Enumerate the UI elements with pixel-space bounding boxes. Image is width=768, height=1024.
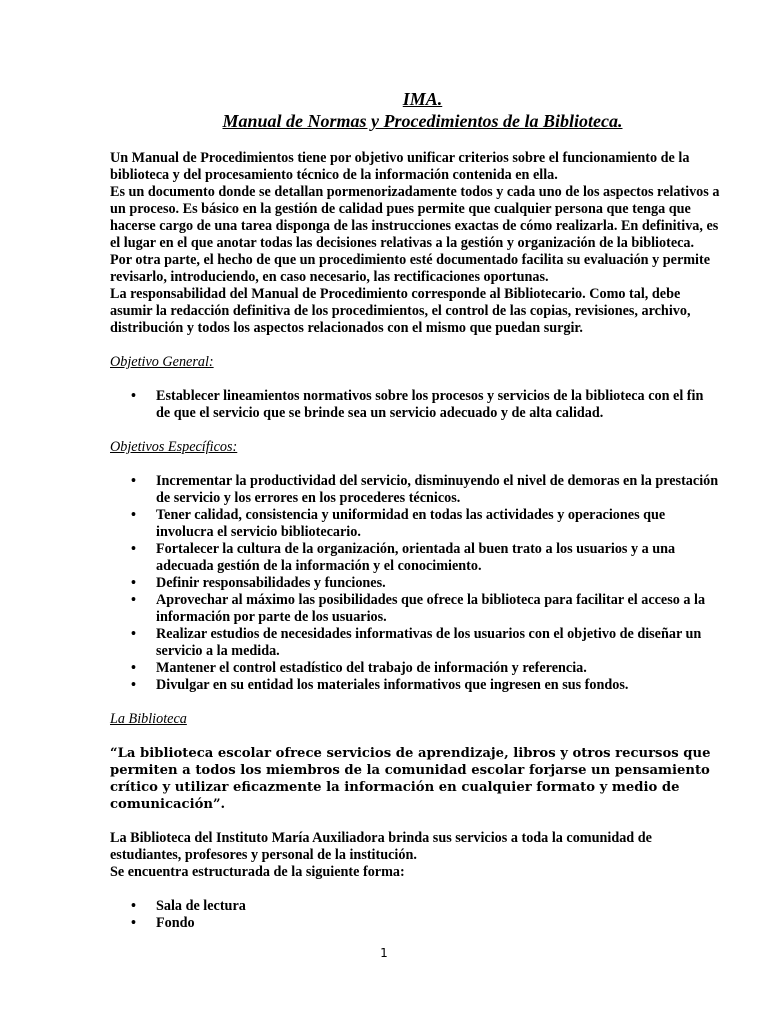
intro-paragraph-2: Es un documento donde se detallan pormenorizadamente todos y cada uno de los aspectos relativos a un proceso. Es básico en la gestión de calidad pues permite que cualquier persona que tenga que hacerse cargo de una tarea disponga de las instrucciones exactas de cómo realizarla. En definitiva, es el lugar en el que anotar todas las decisiones relativas a la gestión y organización de la biblioteca. (110, 184, 720, 251)
list-item: • Definir responsabilidades y funciones. (110, 575, 720, 592)
list-item: • Sala de lectura (110, 898, 720, 915)
list-item: • Fondo (110, 915, 720, 932)
title-line-2: Manual de Normas y Procedimientos de la Biblioteca. (222, 111, 623, 131)
objetivos-especificos-heading: Objetivos Específicos: (110, 439, 238, 455)
objetivo-general-list (110, 388, 720, 422)
biblioteca-heading: La Biblioteca (110, 711, 187, 727)
biblioteca-paragraph-2: Se encuentra estructurada de la siguiente forma: (110, 864, 405, 880)
document-title (110, 88, 720, 132)
biblioteca-paragraph-1: La Biblioteca del Instituto María Auxiliadora brinda sus servicios a toda la comunidad de estudiantes, profesores y personal de la institución. (110, 830, 652, 863)
list-item: • Fortalecer la cultura de la organización, orientada al buen trato a los usuarios y a una adecuada gestión de la información y el conocimiento. (110, 541, 720, 575)
objetivo-general-heading: Objetivo General: (110, 354, 214, 370)
intro-paragraph-4: La responsabilidad del Manual de Procedimiento corresponde al Bibliotecario. Como tal, debe asumir la redacción definitiva de los procedimientos, el control de las copias, revisiones, archivo, distribución y todos los aspectos relacionados con el mismo que puedan surgir. (110, 286, 691, 336)
page-number: 1 (380, 946, 388, 960)
intro-paragraph-3: Por otra parte, el hecho de que un procedimiento esté documentado facilita su evaluación y permite revisarlo, introduciendo, en caso necesario, las rectificaciones oportunas. (110, 252, 711, 285)
title-line-1: IMA. (402, 89, 443, 109)
list-item: • Incrementar la productividad del servicio, disminuyendo el nivel de demoras en la prestación de servicio y los errores en los procederes técnicos. (110, 473, 720, 507)
list-item: • Mantener el control estadístico del trabajo de información y referencia. (110, 660, 720, 677)
list-item: • Establecer lineamientos normativos sobre los procesos y servicios de la biblioteca con el fin de que el servicio que se brinde sea un servicio adecuado y de alta calidad. (110, 388, 720, 422)
list-item: • Divulgar en su entidad los materiales informativos que ingresen en sus fondos. (110, 677, 720, 694)
intro-paragraph-1: Un Manual de Procedimientos tiene por objetivo unificar criterios sobre el funcionamiento de la biblioteca y del procesamiento técnico de la información contenida en ella. (110, 150, 690, 183)
document-content (110, 88, 720, 932)
biblioteca-quote: “La biblioteca escolar ofrece servicios de aprendizaje, libros y otros recursos que permiten a todos los miembros de la comunidad escolar forjarse un pensamiento crítico y utilizar eficazmente la información en cualquier formato y medio de comunicación”. (110, 746, 711, 812)
list-item: • Realizar estudios de necesidades informativas de los usuarios con el objetivo de diseñar un servicio a la medida. (110, 626, 720, 660)
objetivos-especificos-list (110, 473, 720, 694)
list-item: • Aprovechar al máximo las posibilidades que ofrece la biblioteca para facilitar el acceso a la información por parte de los usuarios. (110, 592, 720, 626)
list-item: • Tener calidad, consistencia y uniformidad en todas las actividades y operaciones que involucra el servicio bibliotecario. (110, 507, 720, 541)
biblioteca-structure-list (110, 898, 720, 932)
